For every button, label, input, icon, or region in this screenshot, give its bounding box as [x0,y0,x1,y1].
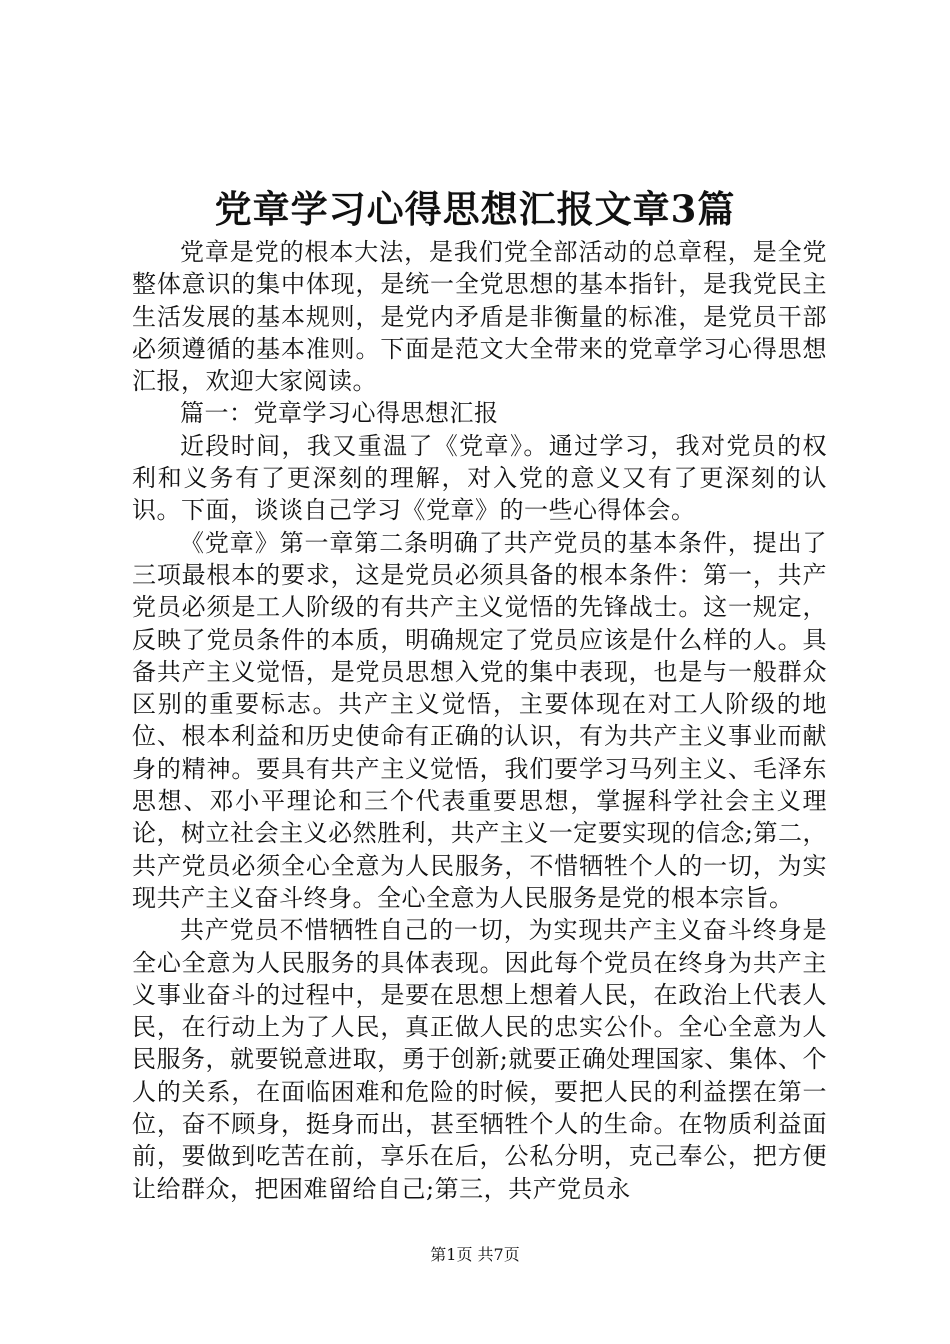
page-footer: 第1页 共7页 [430,1245,520,1264]
paragraph-3: 共产党员不惜牺牲自己的一切，为实现共产主义奋斗终身是全心全意为人民服务的具体表现。因此每个党员在终身为共产主义事业奋斗的过程中，是要在思想上想着人民，在政治上代表人民，在行动上为了人民，真正做人民的忠实公仆。全心全意为人民服务，就要锐意进取，勇于创新;就要正确处理国家、集体、个人的关系，在面临困难和危险的时候，要把人民的利益摆在第一位，奋不顾身，挺身而出，甚至牺牲个人的生命。在物质利益面前，要做到吃苦在前，享乐在后，公私分明，克己奉公，把方便让给群众，把困难留给自己;第三，共产党员永 [132,916,827,1203]
document-title: 党章学习心得思想汇报文章3篇 [214,187,736,231]
section-heading: 篇一：党章学习心得思想汇报 [180,399,499,428]
paragraph-1: 近段时间，我又重温了《党章》。通过学习，我对党员的权利和义务有了更深刻的理解，对入党的意义又有了更深刻的认识。下面，谈谈自己学习《党章》的一些心得体会。 [132,431,827,525]
paragraph-intro: 党章是党的根本大法，是我们党全部活动的总章程，是全党整体意识的集中体现，是统一全党思想的基本指针，是我党民主生活发展的基本规则，是党内矛盾是非衡量的标准，是党员干部必须遵循的基本准则。下面是范文大全带来的党章学习心得思想汇报，欢迎大家阅读。 [132,238,827,396]
paragraph-2: 《党章》第一章第二条明确了共产党员的基本条件，提出了三项最根本的要求，这是党员必须具备的根本条件：第一，共产党员必须是工人阶级的有共产主义觉悟的先锋战士。这一规定，反映了党员条件的本质，明确规定了党员应该是什么样的人。具备共产主义觉悟，是党员思想入党的集中表现，也是与一般群众区别的重要标志。共产主义觉悟，主要体现在对工人阶级的地位、根本利益和历史使命有正确的认识，有为共产主义事业而献身的精神。要具有共产主义觉悟，我们要学习马列主义、毛泽东思想、邓小平理论和三个代表重要思想，掌握科学社会主义理论，树立社会主义必然胜利，共产主义一定要实现的信念;第二，共产党员必须全心全意为人民服务，不惜牺牲个人的一切，为实现共产主义奋斗终身。全心全意为人民服务是党的根本宗旨。 [132,528,827,912]
document-body [132,236,827,1205]
